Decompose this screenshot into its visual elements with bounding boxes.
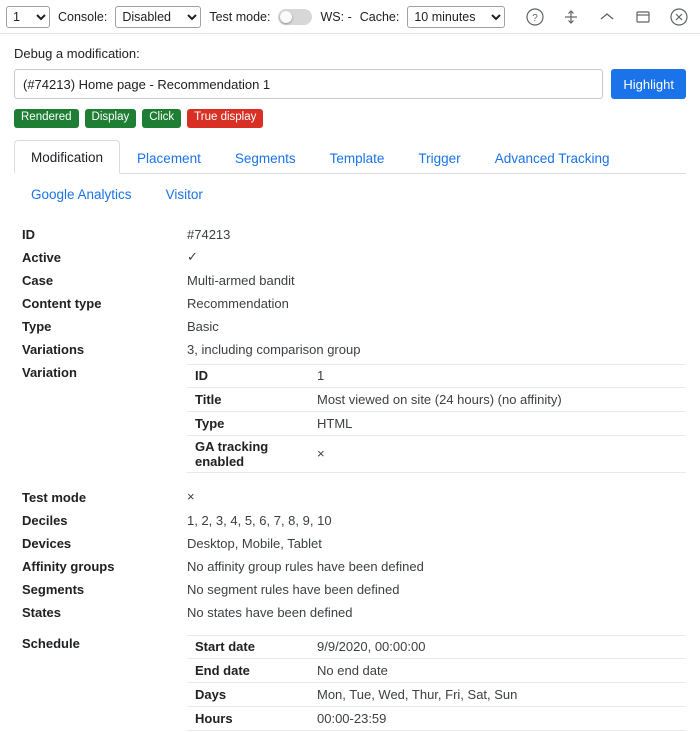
table-row [187,412,686,436]
schedule-value: 00:00-23:59 [317,710,387,726]
variation-table [187,364,686,473]
instance-select[interactable] [6,6,50,28]
help-icon[interactable] [524,6,546,28]
tab-bar-secondary [14,174,686,211]
tab-visitor[interactable]: Visitor [165,186,203,202]
detail-label: Test mode [22,489,87,505]
detail-label: Deciles [22,512,68,528]
top-toolbar [0,0,700,34]
window-icon[interactable] [632,6,654,28]
variation-key: GA tracking enabled [195,438,269,469]
section-spacer [22,626,686,634]
tab-bar [14,140,686,174]
cache-label: Cache: [359,9,400,24]
variation-key: Title [195,391,222,407]
detail-row-id [22,225,686,248]
detail-row-case [22,271,686,294]
debug-title: Debug a modification: [14,46,140,61]
cache-select[interactable] [407,6,505,28]
tab-google-analytics[interactable]: Google Analytics [31,186,132,202]
modification-input[interactable] [14,69,603,99]
detail-value: No segment rules have been defined [187,581,400,597]
schedule-key: End date [195,662,250,678]
variation-key: ID [195,368,208,383]
detail-value: 1, 2, 3, 4, 5, 6, 7, 8, 9, 10 [187,512,332,528]
tab-placement[interactable]: Placement [137,150,201,166]
detail-label: Variations [22,341,85,357]
detail-label: States [22,604,62,620]
detail-row-variation [22,363,686,474]
detail-value: No states have been defined [187,604,353,620]
main-content [0,34,700,732]
detail-label: Active [22,249,62,265]
section-spacer [22,474,686,488]
detail-row-test-mode [22,488,686,511]
detail-row-content-type [22,294,686,317]
ga-tracking-x-icon: × [317,446,325,461]
table-row [187,707,686,731]
console-select[interactable] [115,6,201,28]
detail-value: Desktop, Mobile, Tablet [187,535,322,551]
variation-value: Most viewed on site (24 hours) (no affinity) [317,391,562,407]
table-row [187,388,686,412]
detail-row-type [22,317,686,340]
tab-advanced-tracking[interactable]: Advanced Tracking [494,150,610,166]
modification-details [14,211,686,732]
test-mode-x-icon: × [187,488,195,504]
tab-template[interactable]: Template [329,150,385,166]
detail-row-states [22,603,686,626]
debug-input-row [14,69,686,99]
status-badge[interactable]: Click [142,109,181,128]
schedule-key: Start date [195,639,255,654]
detail-row-devices [22,534,686,557]
detail-value: Multi-armed bandit [187,272,295,288]
detail-label: Devices [22,535,72,551]
table-row [187,364,686,388]
status-badge[interactable]: True display [187,109,263,128]
variation-key: Type [195,415,225,431]
active-check-icon: ✓ [187,248,198,264]
detail-value: #74213 [187,226,231,242]
schedule-value: 9/9/2020, 00:00:00 [317,639,426,654]
schedule-key: Days [195,686,227,702]
variation-value: 1 [317,368,325,383]
detail-row-affinity-groups [22,557,686,580]
schedule-key: Hours [195,710,233,726]
highlight-button[interactable]: Highlight [611,69,686,99]
schedule-value: No end date [317,662,388,678]
detail-label: Content type [22,295,102,311]
status-badge[interactable]: Display [85,109,137,128]
svg-text:?: ? [532,12,538,24]
table-row [187,683,686,707]
variation-value: HTML [317,415,353,431]
detail-label: Variation [22,364,77,380]
console-label: Console: [58,9,108,24]
table-row [187,436,686,473]
status-badge[interactable]: Rendered [14,109,79,128]
detail-label: Segments [22,581,85,597]
schedule-table [187,635,686,731]
close-icon[interactable] [668,6,690,28]
detail-row-deciles [22,511,686,534]
detail-row-active [22,248,686,271]
detail-label: Affinity groups [22,558,115,574]
status-badges [14,109,686,128]
detail-row-variations [22,340,686,363]
schedule-value: Mon, Tue, Wed, Thur, Fri, Sat, Sun [317,686,518,702]
test-mode-label: Test mode: [209,9,271,24]
detail-label: Schedule [22,635,80,651]
toggle-knob [280,11,292,23]
detail-value: Basic [187,318,219,334]
collapse-icon[interactable] [596,6,618,28]
toolbar-icons [524,6,694,28]
detail-value: No affinity group rules have been defined [187,558,424,574]
detail-value: 3, including comparison group [187,341,361,357]
detail-row-schedule [22,634,686,732]
detail-row-segments [22,580,686,603]
move-icon[interactable] [560,6,582,28]
tab-modification[interactable]: Modification [14,140,120,174]
tab-segments[interactable]: Segments [234,150,296,166]
ws-status-label: WS: - [320,9,352,24]
detail-label: Case [22,272,54,288]
table-row [187,635,686,659]
detail-label: Type [22,318,52,334]
detail-label: ID [22,226,35,242]
test-mode-toggle[interactable] [278,9,312,25]
table-row [187,659,686,683]
toolbar-controls [6,6,516,28]
detail-value: Recommendation [187,295,289,311]
tab-trigger[interactable]: Trigger [418,150,461,166]
